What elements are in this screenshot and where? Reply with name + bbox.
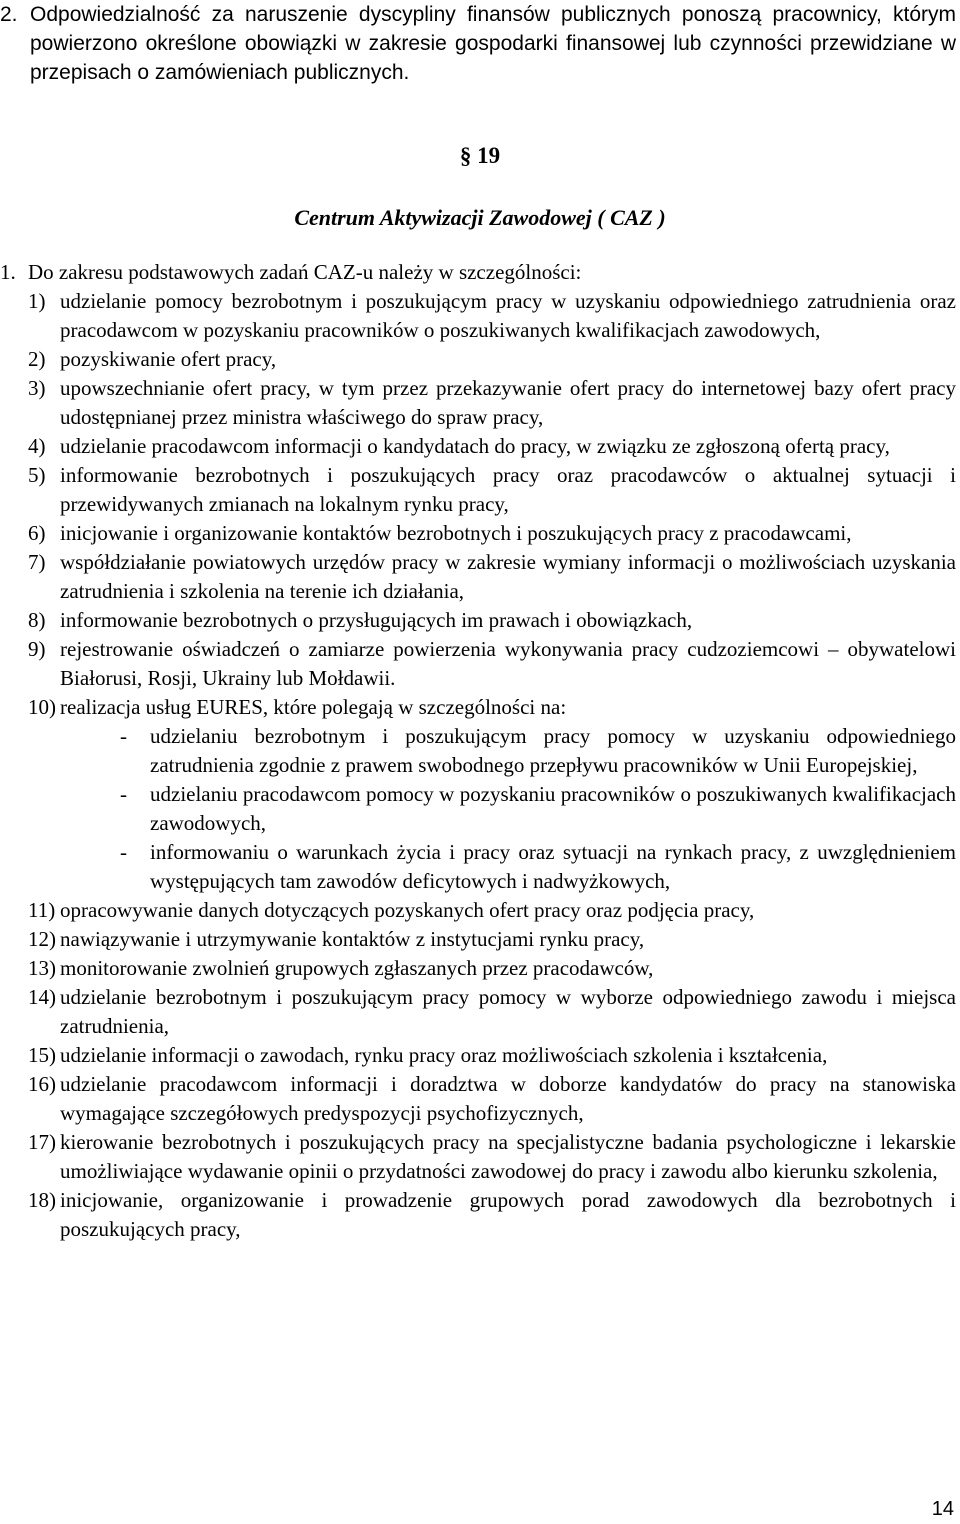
list-item-number: 15) bbox=[28, 1043, 56, 1067]
list-item bbox=[0, 635, 956, 693]
list-item bbox=[0, 1186, 956, 1244]
list-item-number: 4) bbox=[28, 434, 46, 458]
list-item-number: 6) bbox=[28, 521, 46, 545]
list-item-number: 5) bbox=[28, 463, 46, 487]
list-item-number: 16) bbox=[28, 1072, 56, 1096]
list-item-text: informowanie bezrobotnych i poszukujących pracy oraz pracodawców o aktualnej sytuacji i przewidywanych zmianach na lokalnym rynku pracy, bbox=[60, 463, 956, 516]
list-item-text: współdziałanie powiatowych urzędów pracy w zakresie wymiany informacji o możliwościach uzyskania zatrudnienia i szkolenia na terenie ich działania, bbox=[60, 550, 956, 603]
list-item bbox=[0, 1041, 956, 1070]
section-title: Centrum Aktywizacji Zawodowej ( CAZ ) bbox=[294, 205, 666, 230]
list-item bbox=[0, 374, 956, 432]
list-item-text: pozyskiwanie ofert pracy, bbox=[60, 347, 277, 371]
list-item bbox=[0, 954, 956, 983]
page-number: 14 bbox=[931, 1498, 954, 1520]
sublist-dash: - bbox=[120, 782, 127, 806]
list-item-text: inicjowanie i organizowanie kontaktów bezrobotnych i poszukujących pracy z pracodawcami, bbox=[60, 521, 852, 545]
paragraph-intro: Do zakresu podstawowych zadań CAZ-u należy w szczególności: bbox=[28, 260, 582, 284]
list-item-number: 1) bbox=[28, 289, 46, 313]
list-item bbox=[0, 606, 956, 635]
list-item-text: udzielanie pracodawcom informacji i doradztwa w doborze kandydatów do pracy na stanowiska wymagające szczegółowych predyspozycji psychofizycznych, bbox=[60, 1072, 956, 1125]
list-item bbox=[0, 983, 956, 1041]
list-item bbox=[0, 287, 956, 345]
paragraph-2 bbox=[0, 0, 956, 87]
list-item-number: 8) bbox=[28, 608, 46, 632]
list-item bbox=[0, 461, 956, 519]
list-item-number: 2) bbox=[28, 347, 46, 371]
eures-sublist bbox=[60, 722, 956, 896]
list-item-text: udzielanie informacji o zawodach, rynku pracy oraz możliwościach szkolenia i kształcenia, bbox=[60, 1043, 828, 1067]
section-symbol: § 19 bbox=[459, 143, 501, 168]
list-item-text: udzielanie pracodawcom informacji o kandydatach do pracy, w związku ze zgłoszoną ofertą pracy, bbox=[60, 434, 890, 458]
sublist-dash: - bbox=[120, 840, 127, 864]
list-item-text: udzielanie bezrobotnym i poszukującym pracy pomocy w wyborze odpowiedniego zawodu i miejsca zatrudnienia, bbox=[60, 985, 956, 1038]
list-item-text: upowszechnianie ofert pracy, w tym przez przekazywanie ofert pracy do internetowej bazy ofert pracy udostępnianej przez ministra właściwego do spraw pracy, bbox=[60, 376, 956, 429]
list-item-text: informowanie bezrobotnych o przysługujących im prawach i obowiązkach, bbox=[60, 608, 693, 632]
sublist-item-text: udzielaniu bezrobotnym i poszukującym pracy pomocy w uzyskaniu odpowiedniego zatrudnienia zgodnie z prawem swobodnego przepływu pracowników w Unii Europejskiej, bbox=[150, 724, 956, 777]
list-item bbox=[0, 693, 956, 896]
list-item-number: 7) bbox=[28, 550, 46, 574]
list-item-number: 9) bbox=[28, 637, 46, 661]
list-item bbox=[0, 896, 956, 925]
sublist-item bbox=[60, 838, 956, 896]
paragraph-1 bbox=[0, 258, 956, 1244]
task-list bbox=[0, 287, 956, 1244]
list-item-number: 14) bbox=[28, 985, 56, 1009]
list-item-number: 10) bbox=[28, 695, 56, 719]
list-item bbox=[0, 548, 956, 606]
list-item bbox=[0, 1070, 956, 1128]
sublist-item bbox=[60, 722, 956, 780]
list-item-text: nawiązywanie i utrzymywanie kontaktów z instytucjami rynku pracy, bbox=[60, 927, 645, 951]
paragraph-text: Odpowiedzialność za naruszenie dyscypliny finansów publicznych ponoszą pracownicy, którym powierzono określone obowiązki w zakresie gospodarki finansowej lub czynności przewidziane w przepisach o zamówieniach publicznych. bbox=[30, 3, 956, 84]
list-item-number: 18) bbox=[28, 1188, 56, 1212]
list-item bbox=[0, 432, 956, 461]
list-item-text: kierowanie bezrobotnych i poszukujących pracy na specjalistyczne badania psychologiczne i lekarskie umożliwiające wydawanie opinii o przydatności zawodowej do pracy i zawodu albo kierunku szkolenia, bbox=[60, 1130, 956, 1183]
sublist-item-text: udzielaniu pracodawcom pomocy w pozyskaniu pracowników o poszukiwanych kwalifikacjach zawodowych, bbox=[150, 782, 956, 835]
list-item-number: 17) bbox=[28, 1130, 56, 1154]
list-item bbox=[0, 925, 956, 954]
list-item-text: realizacja usług EURES, które polegają w szczególności na: bbox=[60, 695, 567, 719]
list-item bbox=[0, 1128, 956, 1186]
list-item-text: inicjowanie, organizowanie i prowadzenie grupowych porad zawodowych dla bezrobotnych i poszukujących pracy, bbox=[60, 1188, 956, 1241]
list-item-text: monitorowanie zwolnień grupowych zgłaszanych przez pracodawców, bbox=[60, 956, 654, 980]
list-item-number: 11) bbox=[28, 898, 56, 922]
sublist-item bbox=[60, 780, 956, 838]
paragraph-number: 2. bbox=[0, 3, 18, 26]
list-item-number: 12) bbox=[28, 927, 56, 951]
sublist-dash: - bbox=[120, 724, 127, 748]
list-item-text: opracowywanie danych dotyczących pozyskanych ofert pracy oraz podjęcia pracy, bbox=[60, 898, 755, 922]
list-item bbox=[0, 519, 956, 548]
sublist-item-text: informowaniu o warunkach życia i pracy oraz sytuacji na rynkach pracy, z uwzględnieniem występujących tam zawodów deficytowych i nadwyżkowych, bbox=[150, 840, 956, 893]
list-item bbox=[0, 345, 956, 374]
list-item-text: udzielanie pomocy bezrobotnym i poszukującym pracy w uzyskaniu odpowiedniego zatrudnienia oraz pracodawcom w pozyskaniu pracowników o poszukiwanych kwalifikacjach zawodowych, bbox=[60, 289, 956, 342]
list-item-text: rejestrowanie oświadczeń o zamiarze powierzenia wykonywania pracy cudzoziemcowi – obywatelowi Białorusi, Rosji, Ukrainy lub Mołdawii. bbox=[60, 637, 956, 690]
paragraph-number: 1. bbox=[0, 260, 16, 284]
list-item-number: 13) bbox=[28, 956, 56, 980]
list-item-number: 3) bbox=[28, 376, 46, 400]
